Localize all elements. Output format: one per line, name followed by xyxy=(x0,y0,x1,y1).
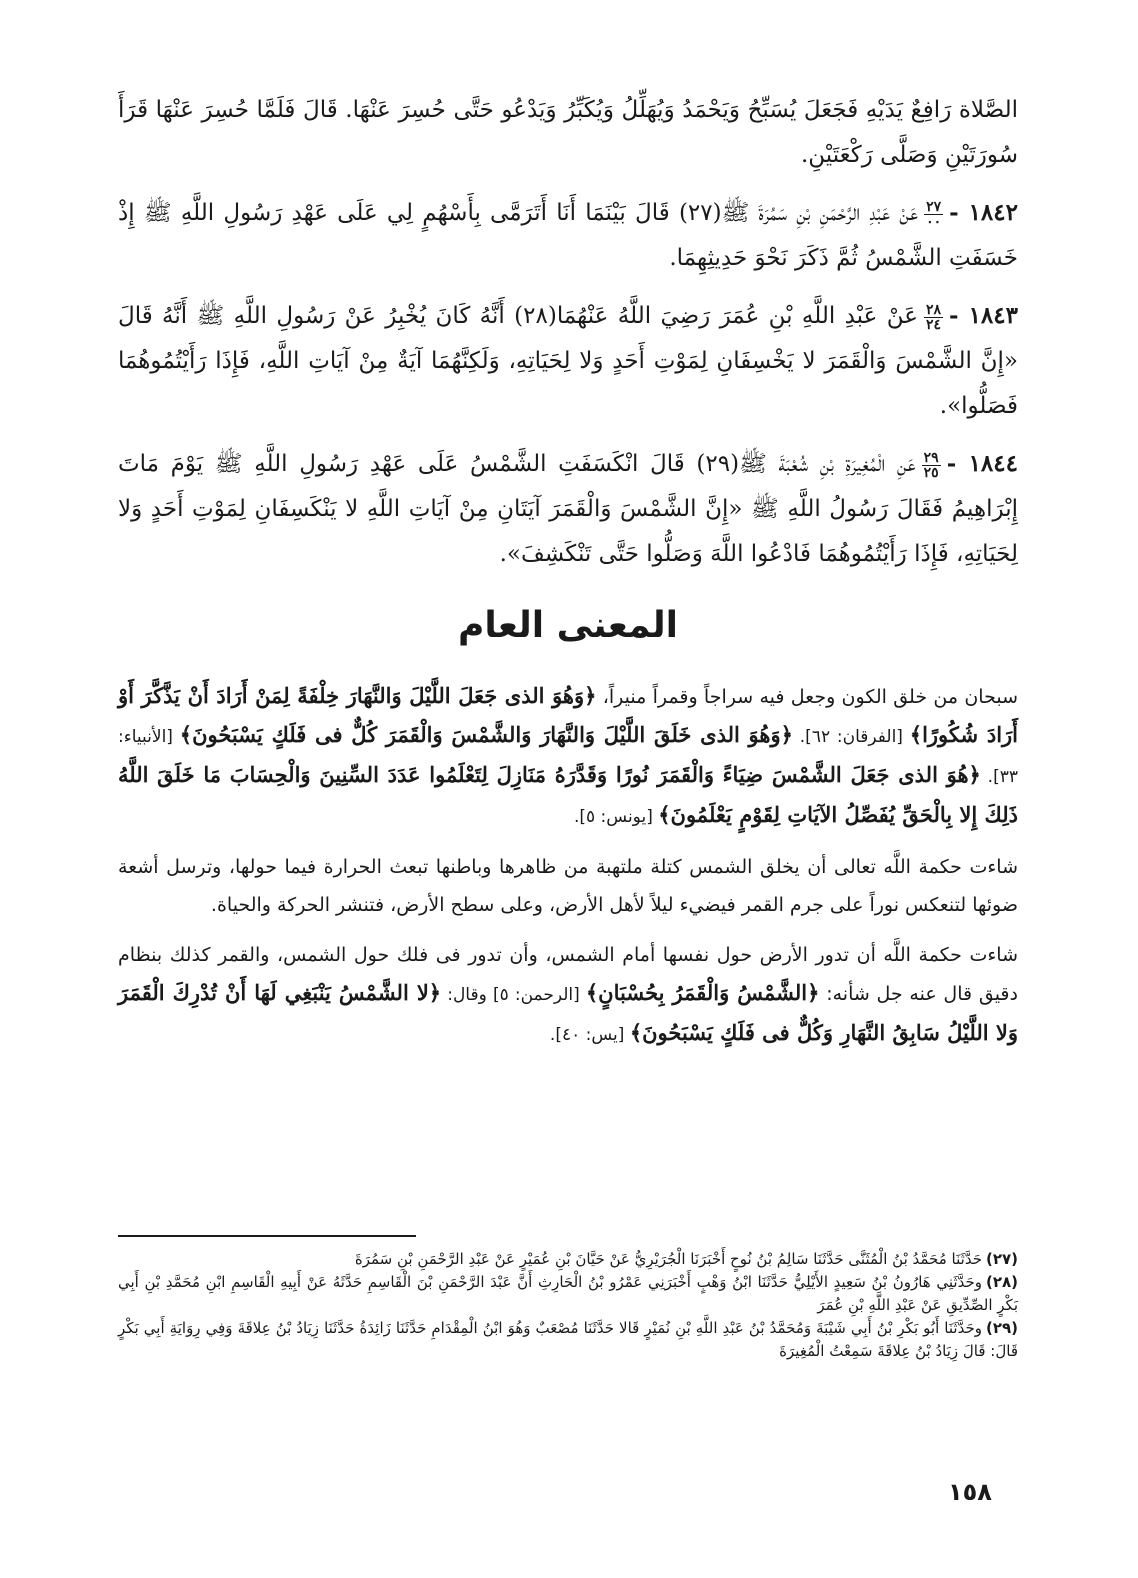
quran-verse: ﴿الشَّمْسُ وَالْقَمَرُ بِحُسْبَانٍ﴾ xyxy=(585,980,820,1005)
footnote-text: وحَدَّثَنَا أَبُو بَكْرِ بْنُ أَبِي شَيْبَةَ وَمُحَمَّدُ بْنُ عَبْدِ اللَّهِ بْنِ نُمَيْرٍ قَالا حَدَّثَنَا مُصْعَبٌ وَهُوَ ابْنُ الْمِقْدَامِ حَدَّثَنَا زَائِدَةُ حَدَّثَنَا زِيَادُ بْنُ عِلاقَةَ وَفِي رِوَايَةِ أَبِي بَكْرٍ قَالَ: قَالَ زِيَادُ بْنُ عِلاقَةَ سَمِعْتُ الْمُغِيرَةَ xyxy=(118,1319,1018,1360)
fraction-top: ٢٧ xyxy=(926,198,942,215)
verse-reference: [الرحمن: ٥] وقال: xyxy=(441,985,586,1005)
hadith-body: عَنْ عَبْدِ اللَّهِ بْنِ عُمَرَ رَضِيَ اللَّهُ عَنْهُمَا(٢٨) أَنَّهُ كَانَ يُخْبِرُ عَنْ رَسُولِ اللَّهِ ﷺ أَنَّهُ قَالَ «إِنَّ الشَّمْسَ وَالْقَمَرَ لا يَخْسِفَانِ لِمَوْتِ أَحَدٍ وَلا لِحَيَاتِهِ، وَلَكِنَّهُمَا آيَةٌ مِنْ آيَاتِ اللَّهِ، فَإِذَا رَأَيْتُمُوهُمَا فَصَلُّوا». xyxy=(118,303,1018,419)
fraction-top: ٢٩ xyxy=(923,449,939,466)
section-title: المعنى العام xyxy=(457,605,679,646)
footnote-text: حَدَّثَنَا مُحَمَّدُ بْنُ الْمُثَنَّى حَدَّثَنَا سَالِمُ بْنُ نُوحٍ أَخْبَرَنَا الْجُرَيْرِيُّ عَنْ حَيَّانَ بْنِ عُمَيْرٍ عَنْ عَبْدِ الرَّحْمَنِ بْنِ سَمُرَةَ xyxy=(354,1250,982,1268)
commentary-paragraph-1 xyxy=(118,677,1018,836)
verse-reference: [الأنبياء: ٣٣]. xyxy=(118,727,1018,787)
quran-verse: ﴿وَهُوَ الذى خَلَقَ اللَّيْلَ وَالنَّهَارَ وَالشَّمْسَ وَالْقَمَرَ كُلٌّ فى فَلَكٍ يَسْبَحُونَ﴾ xyxy=(179,722,793,747)
paragraph-intro: شاءت حكمة اللَّه أن تدور الأرض حول نفسها أمام الشمس، وأن تدور فى فلك حول الشمس، والقمر كذلك بنظام دقيق قال عنه جل شأنه: xyxy=(118,944,1018,1005)
fraction-bottom: ٢٥ xyxy=(923,464,939,481)
footnote-divider xyxy=(118,1235,416,1237)
footnote-29 xyxy=(118,1317,1018,1363)
footnote-28 xyxy=(118,1271,1018,1317)
paragraph-intro: سبحان من خلق الكون وجعل فيه سراجاً وقمراً منيراً، xyxy=(596,686,1018,708)
hadith-number: ١٨٤٣ - xyxy=(948,302,1018,329)
hadith-fraction xyxy=(924,200,943,229)
verse-reference: [يونس: ٥]. xyxy=(573,807,659,827)
footnotes xyxy=(118,1248,1018,1363)
hadith-fraction xyxy=(922,451,941,480)
page-number: ١٥٨ xyxy=(948,1478,992,1506)
quran-verse: ﴿هُوَ الذى جَعَلَ الشَّمْسَ ضِيَاءً وَالْقَمَرَ نُورًا وَقَدَّرَهُ مَنَازِلَ لِتَعْلَمُوا عَدَدَ السِّنِينَ وَالْحِسَابَ مَا خَلَقَ اللَّهُ ذَلِكَ إِلا بِالْحَقِّ يُفَصِّلُ الآيَاتِ لِقَوْمٍ يَعْلَمُونَ﴾ xyxy=(118,762,1018,827)
hadith-number: ١٨٤٤ - xyxy=(946,450,1018,477)
quran-verse: ﴿لا الشَّمْسُ يَنْبَغِي لَهَا أَنْ تُدْرِكَ الْقَمَرَ وَلا اللَّيْلُ سَابِقُ النَّهَارِ وَكُلٌّ فى فَلَكٍ يَسْبَحُونَ﴾ xyxy=(118,980,1018,1045)
commentary-paragraph-3 xyxy=(118,936,1018,1054)
footnote-mark: (٢٨) xyxy=(985,1273,1018,1291)
verse-reference: [يس: ٤٠]. xyxy=(549,1025,630,1045)
hadith-number: ١٨٤٢ - xyxy=(949,199,1018,226)
hadith-body: عَنِ الْمُغِيرَةِ بْنِ شُعْبَةَ ﷺ(٢٩) قَالَ انْكَسَفَتِ الشَّمْسُ عَلَى عَهْدِ رَسُولِ اللَّهِ ﷺ يَوْمَ مَاتَ إِبْرَاهِيمُ فَقَالَ رَسُولُ اللَّهِ ﷺ «إِنَّ الشَّمْسَ وَالْقَمَرَ آيَتَانِ مِنْ آيَاتِ اللَّهِ لا يَنْكَسِفَانِ لِمَوْتِ أَحَدٍ وَلا لِحَيَاتِهِ، فَإِذَا رَأَيْتُمُوهُمَا فَادْعُوا اللَّهَ وَصَلُّوا حَتَّى تَنْكَشِفَ». xyxy=(118,451,1018,567)
verse-reference: [الفرقان: ٦٢]. xyxy=(792,727,910,747)
fraction-top: ٢٨ xyxy=(925,301,941,318)
continuation-text: الصَّلاة رَافِعٌ يَدَيْهِ فَجَعَلَ يُسَبِّحُ وَيَحْمَدُ وَيُهَلِّلُ وَيُكَبِّرُ وَيَدْعُو حَتَّى حُسِرَ عَنْهَا. قَالَ فَلَمَّا حُسِرَ عَنْهَا قَرَأَ سُورَتَيْنِ وَصَلَّى رَكْعَتَيْنِ. xyxy=(118,97,1018,168)
footnote-mark: (٢٩) xyxy=(985,1319,1018,1337)
commentary-paragraph-2: شاءت حكمة اللَّه تعالى أن يخلق الشمس كتلة ملتهبة من ظاهرها وباطنها تبعث الحرارة فيما حولها، وترسل أشعة ضوئها لتنعكس نوراً على جرم القمر فيضيء ليلاً لأهل الأرض، وعلى سطح الأرض، فتنشر الحركة والحياة. xyxy=(118,856,1018,916)
page-body xyxy=(118,88,1018,1066)
fraction-bottom: ٢٤ xyxy=(925,316,941,333)
fraction-bottom: ٠٠ xyxy=(926,213,942,230)
footnote-text: وحَدَّثَنِي هَارُونُ بْنُ سَعِيدٍ الأَيْلِيُّ حَدَّثَنَا ابْنُ وَهْبٍ أَخْبَرَنِي عَمْرُو بْنُ الْحَارِثِ أَنَّ عَبْدَ الرَّحْمَنِ بْنَ الْقَاسِمِ حَدَّثَهُ عَنْ أَبِيهِ الْقَاسِمِ ابْنِ مُحَمَّدِ بْنِ أَبِي بَكْرٍ الصِّدِّيقِ عَنْ عَبْدِ اللَّهِ بْنِ عُمَرَ xyxy=(118,1273,1018,1314)
hadith-1842 xyxy=(118,190,1018,281)
hadith-fraction xyxy=(924,303,943,332)
footnote-mark: (٢٧) xyxy=(985,1250,1018,1268)
hadith-body: عَنْ عَبْدِ الرَّحْمَنِ بْنِ سَمُرَةَ ﷺ(٢٧) قَالَ بَيْنَمَا أَنَا أَتَرَمَّى بِأَسْهُمٍ لِي عَلَى عَهْدِ رَسُولِ اللَّهِ ﷺ إِذْ خَسَفَتِ الشَّمْسُ ثُمَّ ذَكَرَ نَحْوَ حَدِيثِهِمَا. xyxy=(118,200,1018,271)
footnote-27 xyxy=(118,1248,1018,1271)
quran-verse: ﴿وَهُوَ الذى جَعَلَ اللَّيْلَ وَالنَّهَارَ خِلْفَةً لِمَنْ أَرَادَ أَنْ يَذَّكَّرَ أَوْ أَرَادَ شُكُورًا﴾ xyxy=(118,683,1019,747)
hadith-1844 xyxy=(118,441,1018,577)
hadith-1843 xyxy=(118,293,1018,429)
